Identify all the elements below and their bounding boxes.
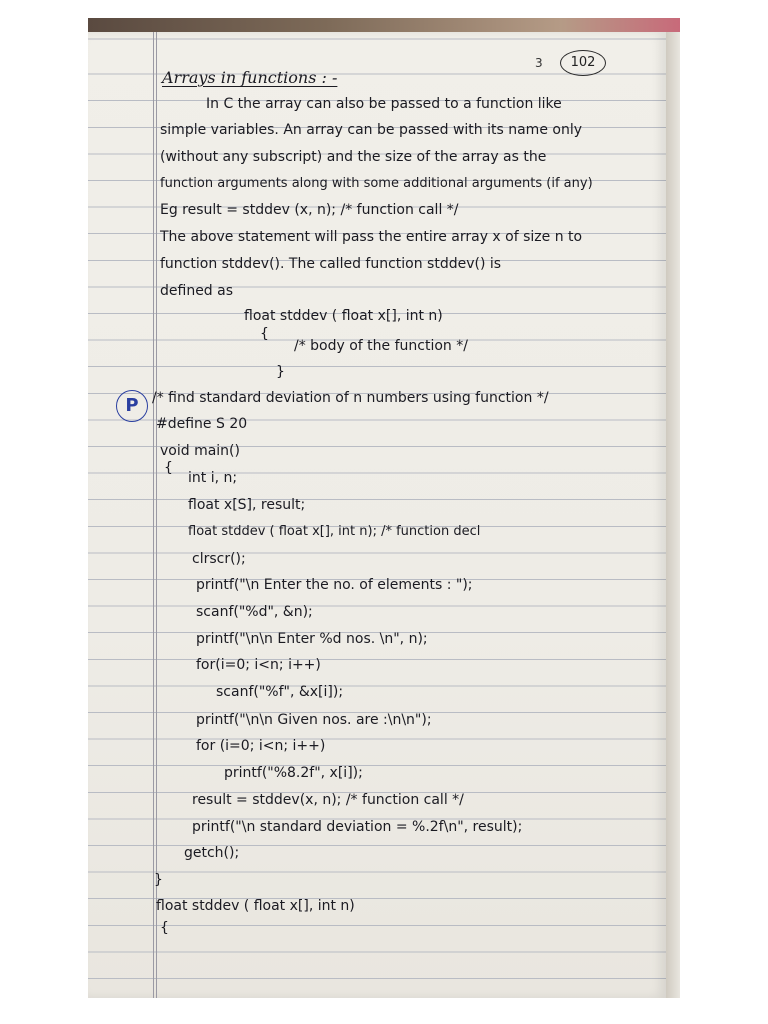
page-edge-shadow (666, 32, 680, 998)
margin-line (153, 32, 154, 998)
code-line: #define S 20 (156, 416, 248, 432)
notebook-photo (88, 18, 680, 998)
text-line: function arguments along with some additional arguments (if any) (160, 176, 593, 191)
code-line: printf("%8.2f", x[i]); (224, 765, 363, 781)
code-line: for (i=0; i<n; i++) (196, 738, 326, 754)
code-line: /* body of the function */ (294, 338, 468, 354)
code-line: clrscr(); (192, 551, 246, 567)
text-line: function stddev(). The called function stddev() is (160, 256, 502, 272)
text-line: In C the array can also be passed to a function like (206, 96, 562, 112)
text-line: defined as (160, 283, 234, 299)
code-line: for(i=0; i<n; i++) (196, 657, 321, 673)
program-badge: P (116, 390, 148, 422)
code-line: getch(); (184, 845, 240, 861)
code-line: float stddev ( float x[], int n); /* function decl (188, 524, 481, 539)
page-small-number: 3 (535, 56, 543, 70)
text-line: simple variables. An array can be passed with its name only (160, 122, 582, 138)
notebook-cover-edge (88, 18, 680, 32)
page-number: 102 (560, 50, 606, 76)
code-line: float stddev ( float x[], int n) (244, 308, 443, 324)
program-comment: /* find standard deviation of n numbers using function */ (152, 390, 549, 406)
text-line: (without any subscript) and the size of the array as the (160, 149, 547, 165)
code-line: printf("\n Enter the no. of elements : "); (196, 577, 473, 593)
code-line: { (164, 460, 173, 476)
margin-line (156, 32, 157, 998)
code-line: result = stddev(x, n); /* function call */ (192, 792, 464, 808)
code-line: printf("\n standard deviation = %.2f\n", result); (192, 819, 523, 835)
code-line: int i, n; (188, 470, 238, 486)
code-line: { (260, 326, 269, 342)
code-line: { (160, 920, 169, 936)
code-line: float x[S], result; (188, 497, 306, 513)
code-line: } (154, 872, 163, 888)
text-line: The above statement will pass the entire array x of size n to (160, 229, 583, 245)
section-heading: Arrays in functions : - (162, 68, 338, 87)
code-line: scanf("%d", &n); (196, 604, 313, 620)
notebook-page (88, 32, 667, 998)
code-line: float stddev ( float x[], int n) (156, 898, 355, 914)
code-line: printf("\n\n Given nos. are :\n\n"); (196, 712, 432, 728)
code-line: printf("\n\n Enter %d nos. \n", n); (196, 631, 428, 647)
code-line: } (276, 364, 285, 380)
example-line: Eg result = stddev (x, n); /* function call */ (160, 202, 459, 218)
code-line: scanf("%f", &x[i]); (216, 684, 344, 700)
code-line: void main() (160, 443, 240, 459)
